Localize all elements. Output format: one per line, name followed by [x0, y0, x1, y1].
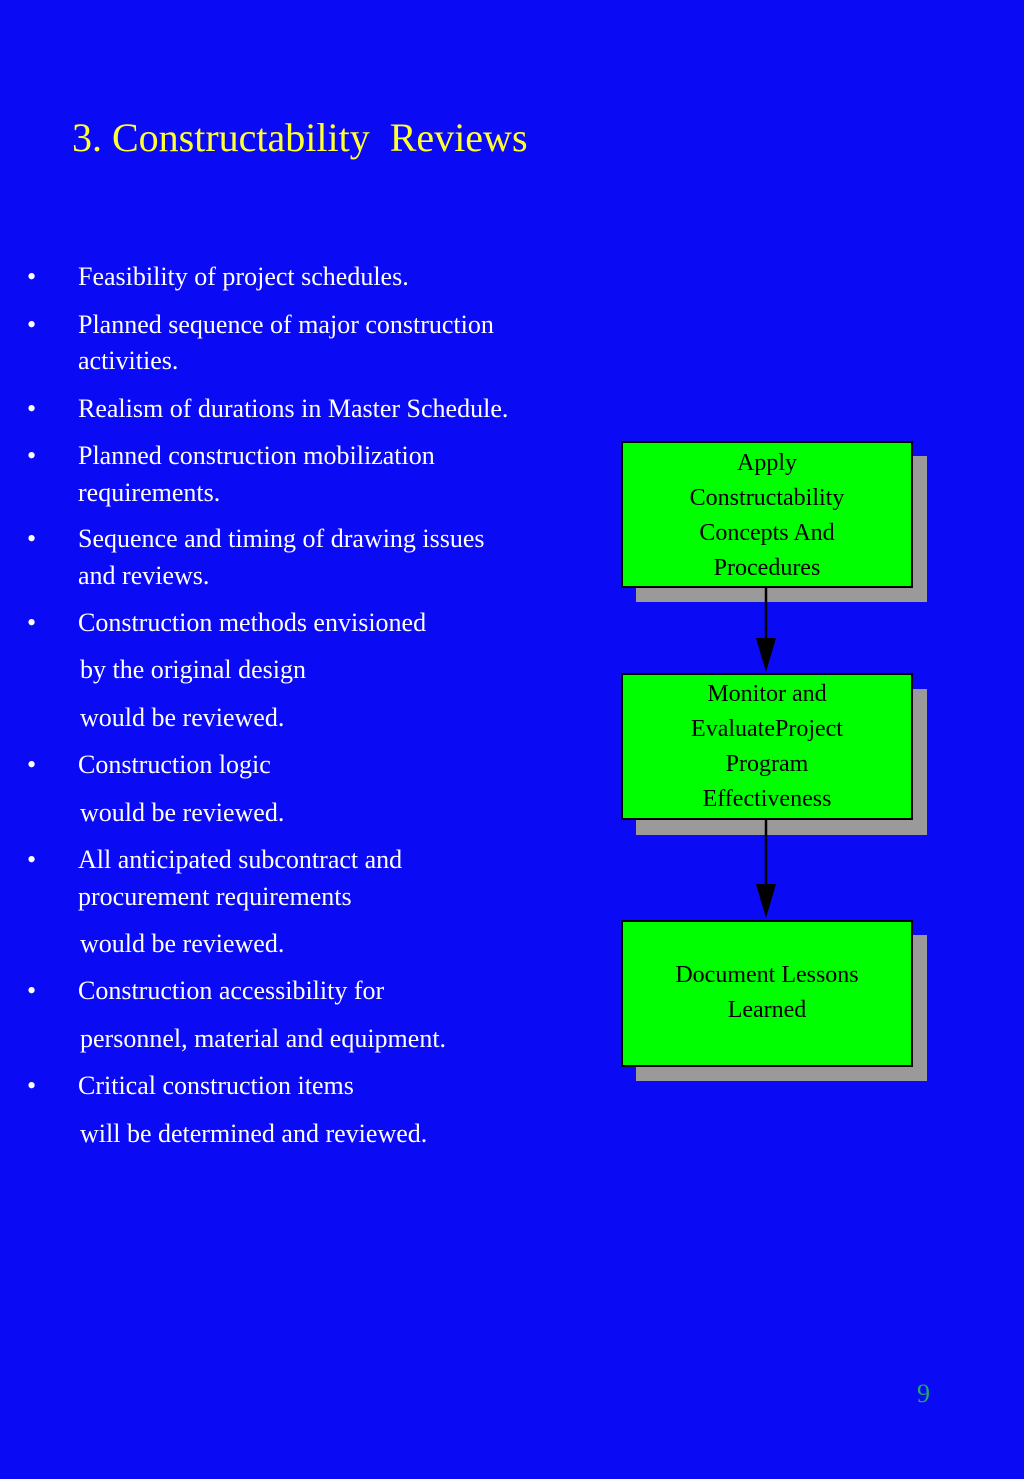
bullet-continuation: would be reviewed. [80, 798, 285, 827]
bullet-text: Feasibility of project schedules. [78, 262, 409, 291]
step-box-apply-constructability: Apply Constructability Concepts And Procedures [621, 441, 913, 588]
bullet-continuation: would be reviewed. [80, 929, 285, 958]
bullet-continuation: would be reviewed. [80, 703, 285, 732]
bullet-text: All anticipated subcontract and [78, 845, 403, 874]
bullet-text: requirements. [78, 478, 221, 507]
bullet-text: and reviews. [78, 561, 210, 590]
bullet-text: Construction accessibility for [78, 976, 385, 1005]
bullet-marker: • [27, 441, 37, 470]
bullet-text: Realism of durations in Master Schedule. [78, 394, 509, 423]
bullet-marker: • [27, 608, 37, 637]
bullet-marker: • [27, 524, 37, 553]
bullet-marker: • [27, 1071, 37, 1100]
bullet-marker: • [27, 750, 37, 779]
bullet-text: activities. [78, 346, 179, 375]
arrowhead [756, 884, 776, 918]
bullet-marker: • [27, 845, 37, 874]
bullet-text: Planned sequence of major construction [78, 310, 494, 339]
bullet-continuation: by the original design [80, 655, 307, 684]
bullet-text: Sequence and timing of drawing issues [78, 524, 485, 553]
bullet-text: Planned construction mobilization [78, 441, 435, 470]
step-box-monitor-evaluate: Monitor and EvaluateProject Program Effectiveness [621, 673, 913, 820]
bullet-continuation: personnel, material and equipment. [80, 1024, 447, 1053]
arrowhead [756, 638, 776, 672]
bullet-text: Construction methods envisioned [78, 608, 427, 637]
bullet-text: procurement requirements [78, 882, 352, 911]
bullet-marker: • [27, 310, 37, 339]
step-box-document-lessons: Document Lessons Learned [621, 920, 913, 1067]
bullet-marker: • [27, 976, 37, 1005]
page-number: 9 [917, 1379, 930, 1408]
bullet-text: Critical construction items [78, 1071, 354, 1100]
bullet-marker: • [27, 394, 37, 423]
bullet-text: Construction logic [78, 750, 271, 779]
slide-title: 3. Constructability Reviews [72, 115, 528, 160]
bullet-marker: • [27, 262, 37, 291]
bullet-continuation: will be determined and reviewed. [80, 1119, 428, 1148]
